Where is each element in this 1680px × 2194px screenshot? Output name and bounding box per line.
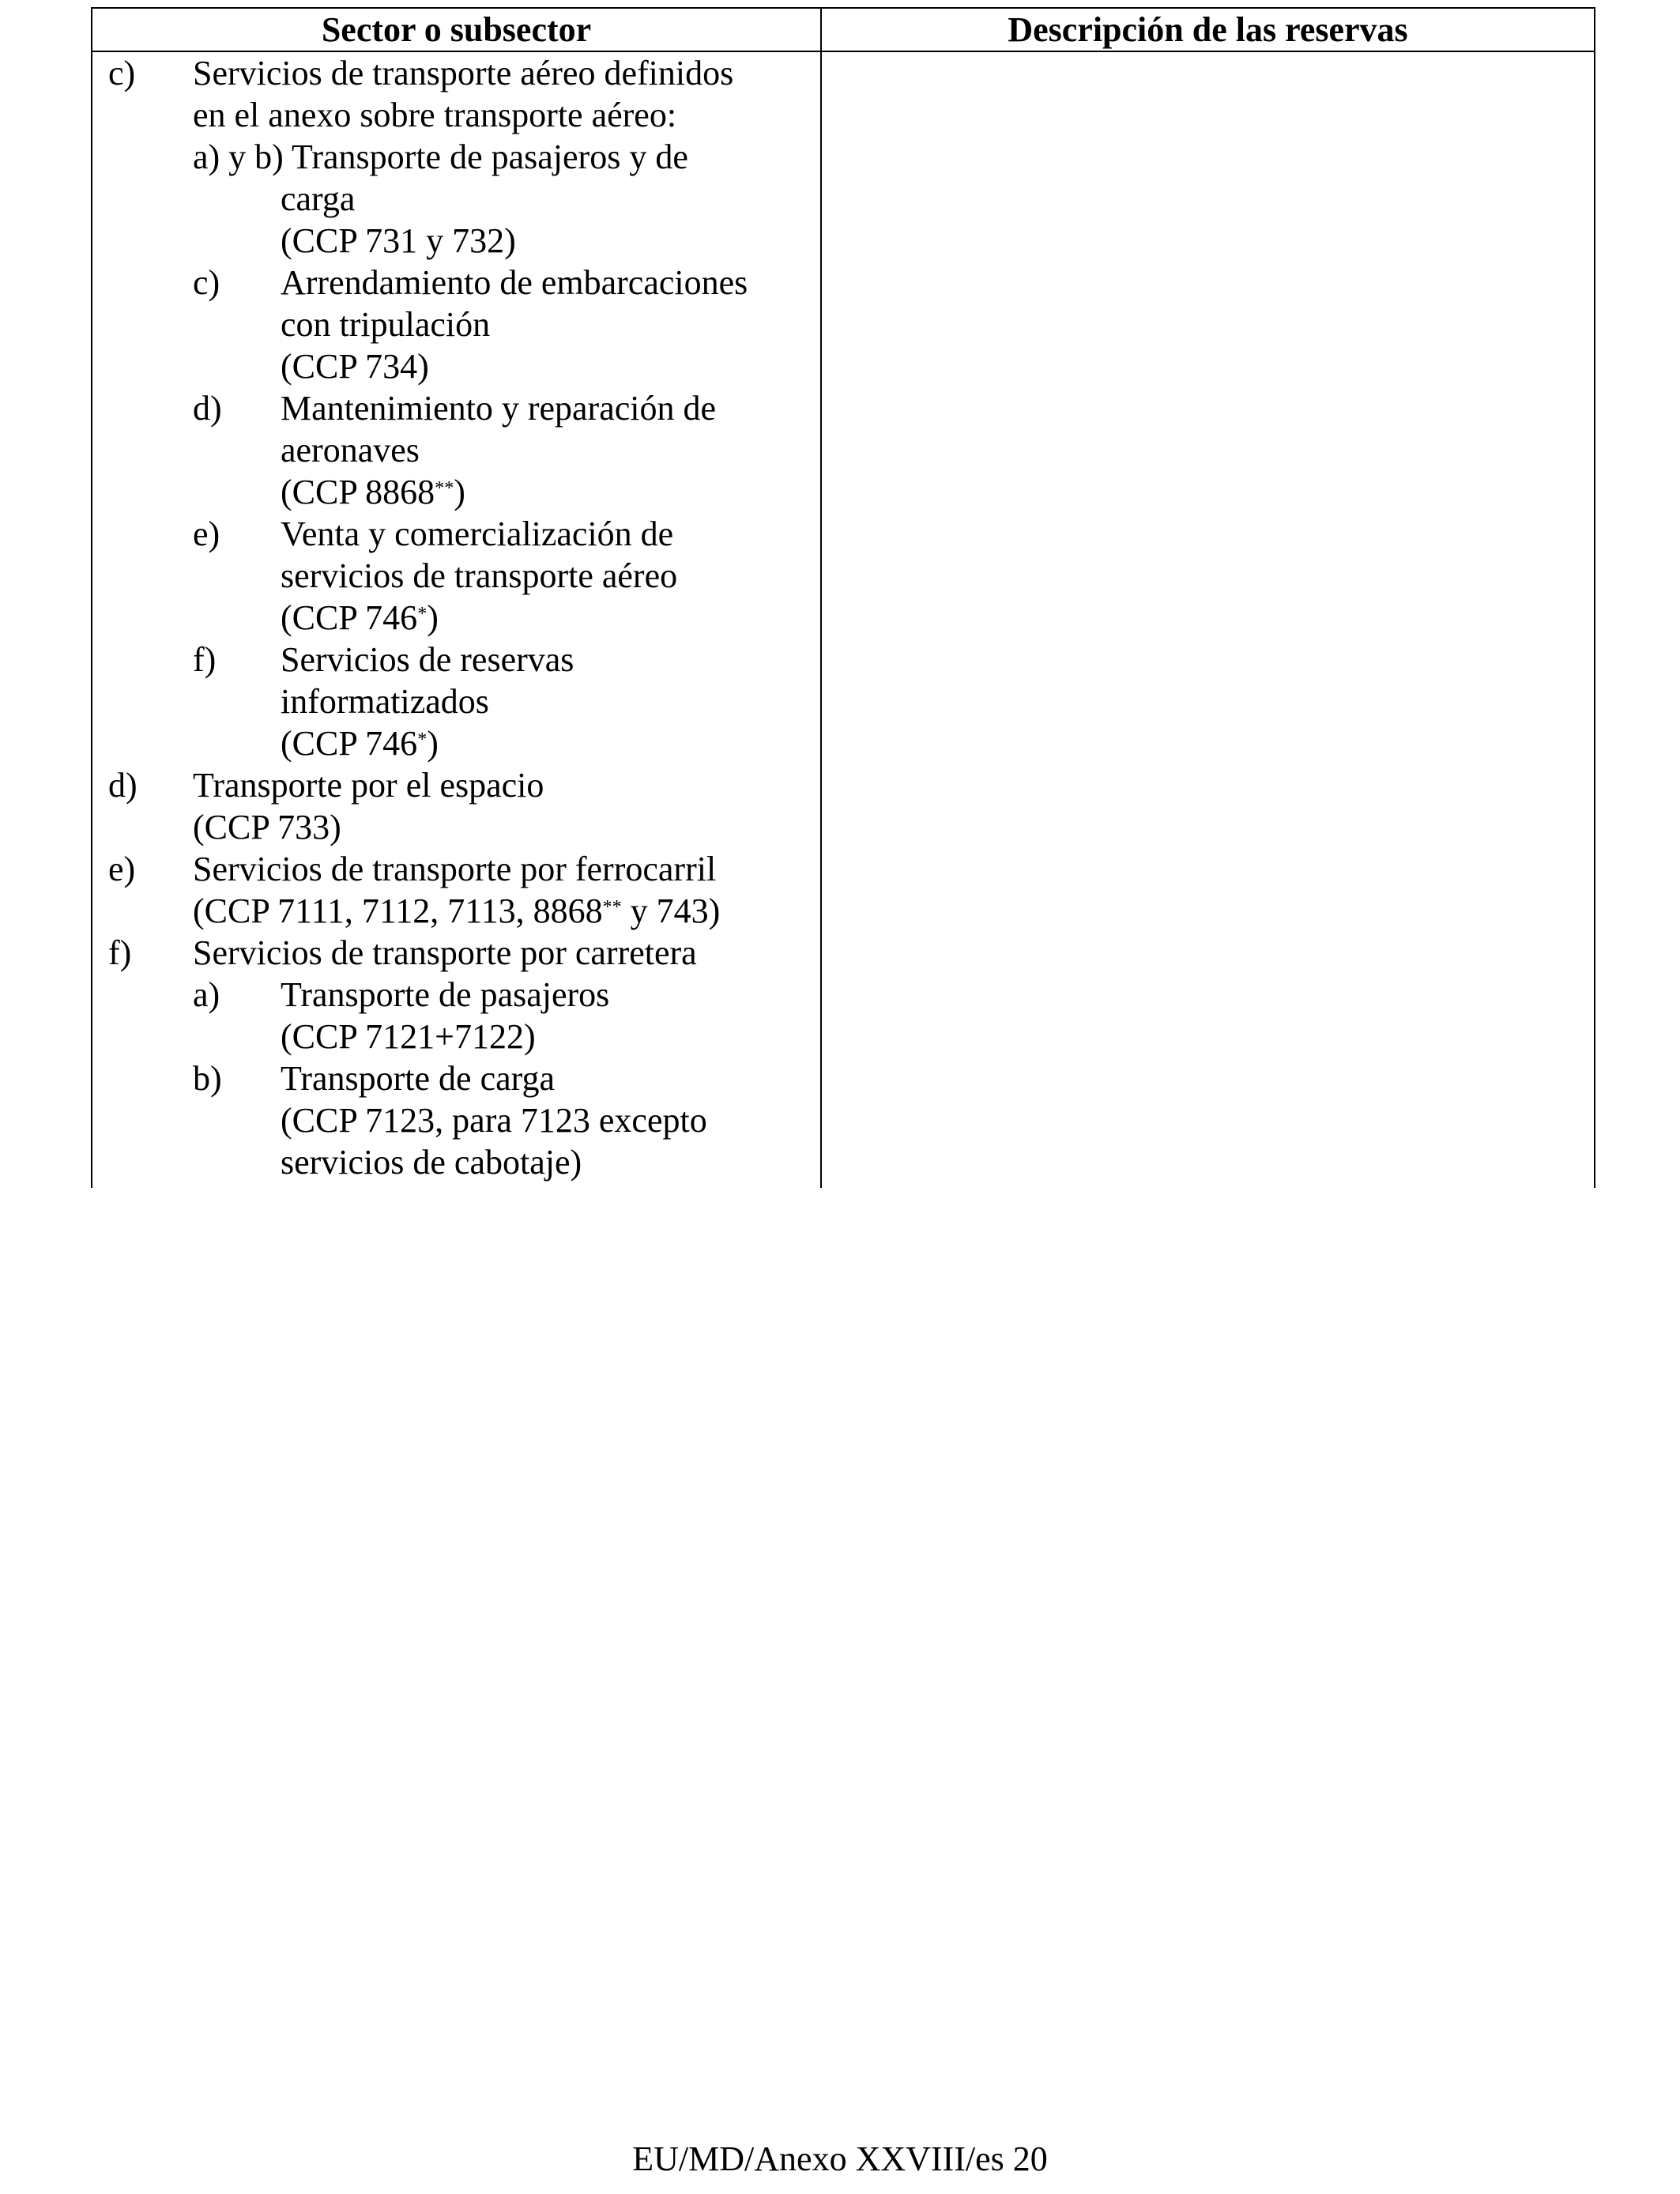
page-footer: EU/MD/Anexo XXVIII/es 20: [632, 2139, 1048, 2178]
list-item-text: Servicios de reservas: [281, 640, 574, 679]
list-item-text-suffix: ): [427, 598, 439, 637]
list-label: f): [108, 933, 132, 972]
footnote-marker: *: [417, 604, 428, 624]
list-item: [281, 303, 490, 345]
list-item-text: Mantenimiento y reparación de: [281, 389, 717, 428]
list-item-text: (CCP 7111, 7112, 7113, 8868: [193, 892, 603, 930]
list-item: [281, 597, 439, 639]
list-item-text: con tripulación: [281, 305, 491, 344]
list-item-text: Venta y comercialización de: [281, 515, 674, 553]
list-item-text: aeronaves: [281, 431, 420, 469]
list-item: [193, 764, 544, 806]
list-item-text: Servicios de transporte por ferrocarril: [193, 850, 717, 888]
list-item-text: Transporte de pasajeros: [281, 975, 610, 1014]
list-item-text: (CCP 7121+7122): [281, 1017, 536, 1056]
list-item: [281, 1141, 582, 1183]
list-item: [281, 1057, 555, 1099]
list-item: [193, 94, 676, 136]
header-description: Descripción de las reservas: [1008, 10, 1408, 49]
list-item-text: (CCP 746: [281, 724, 418, 763]
list-item: [281, 471, 465, 513]
list-label: d): [193, 389, 222, 428]
list-item-text: a) y b) Transporte de pasajeros y de: [193, 138, 688, 176]
list-item-text: servicios de cabotaje): [281, 1143, 582, 1182]
list-item: [281, 387, 716, 429]
list-item: [281, 220, 516, 262]
reservations-table: [91, 7, 1595, 1188]
list-label: c): [108, 54, 136, 92]
list-item: [281, 513, 673, 555]
list-label: c): [193, 263, 220, 302]
list-item: [281, 639, 574, 680]
list-item: [281, 262, 748, 303]
list-label: a): [193, 975, 220, 1014]
list-item-text-suffix: ): [427, 724, 439, 763]
header-sector: Sector o subsector: [321, 10, 592, 49]
footnote-marker: *: [417, 729, 428, 750]
list-label: e): [108, 850, 136, 888]
list-item: [281, 429, 420, 471]
list-item: [193, 806, 341, 848]
list-item: [193, 848, 716, 890]
list-item-text: Arrendamiento de embarcaciones: [281, 263, 748, 302]
list-item: [281, 345, 429, 387]
list-item-text: (CCP 731 y 732): [281, 221, 516, 260]
list-item: [281, 1016, 536, 1057]
list-item-text: servicios de transporte aéreo: [281, 556, 678, 595]
list-item-text: Transporte por el espacio: [193, 766, 544, 805]
list-item-text: (CCP 7123, para 7123 excepto: [281, 1101, 707, 1140]
list-item: [281, 974, 609, 1016]
list-item: [281, 555, 677, 597]
list-item: [193, 890, 720, 932]
list-item: [193, 932, 697, 974]
list-item-text: en el anexo sobre transporte aéreo:: [193, 96, 677, 134]
list-label: e): [193, 515, 220, 553]
list-item: [281, 680, 489, 722]
list-item: [281, 178, 355, 220]
footnote-marker: **: [435, 478, 454, 499]
list-item-text-suffix: ): [454, 473, 465, 511]
list-item-text: informatizados: [281, 682, 489, 721]
list-item-text: (CCP 733): [193, 808, 341, 846]
footnote-marker: **: [602, 897, 622, 918]
list-item-text: Servicios de transporte aéreo definidos: [193, 54, 734, 92]
list-item-text: carga: [281, 179, 356, 218]
list-label: d): [108, 766, 137, 805]
list-item-text: (CCP 746: [281, 598, 418, 637]
list-item: [193, 136, 688, 178]
list-item: [193, 52, 733, 94]
list-label: f): [193, 640, 217, 679]
list-item-text: (CCP 8868: [281, 473, 435, 511]
column-divider: [820, 9, 822, 1188]
list-item-text-suffix: y 743): [621, 892, 721, 930]
list-item-text: (CCP 734): [281, 347, 429, 386]
list-item: [281, 722, 439, 764]
list-item-text: Transporte de carga: [281, 1059, 556, 1098]
list-item: [281, 1099, 707, 1141]
list-label: b): [193, 1059, 222, 1098]
list-item-text: Servicios de transporte por carretera: [193, 933, 697, 972]
